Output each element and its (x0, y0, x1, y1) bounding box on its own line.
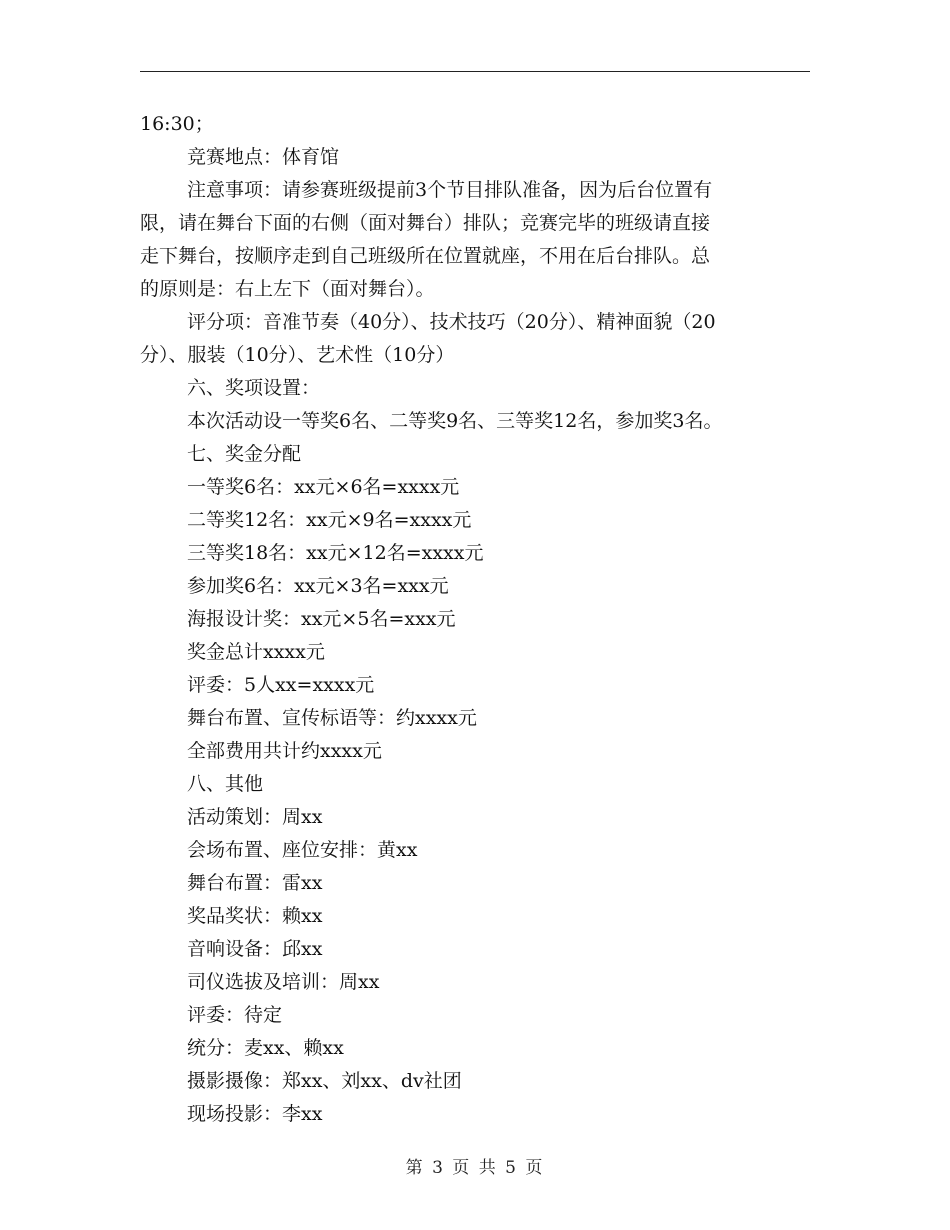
body-line: 全部费用共计约xxxx元 (187, 740, 382, 762)
body-line: 走下舞台，按顺序走到自己班级所在位置就座，不用在后台排队。总 (140, 245, 711, 267)
body-line: 分）、服装（10分）、艺术性（10分） (140, 344, 455, 366)
body-line: 现场投影：李xx (187, 1103, 323, 1125)
body-line: 的原则是：右上左下（面对舞台）。 (140, 278, 435, 300)
body-line: 评分项：音准节奏（40分）、技术技巧（20分）、精神面貌（20 (187, 311, 716, 333)
body-line: 舞台布置、宣传标语等：约xxxx元 (187, 707, 477, 729)
body-line: 音响设备：邱xx (187, 938, 323, 960)
body-line: 奖金总计xxxx元 (187, 641, 325, 663)
section-heading: 六、奖项设置： (187, 377, 321, 399)
body-line: 海报设计奖：xx元×5名=xxx元 (187, 608, 456, 630)
body-line: 摄影摄像：郑xx、刘xx、dv社团 (187, 1070, 462, 1092)
page-number-footer: 第 3 页 共 5 页 (405, 1158, 545, 1178)
body-line: 会场布置、座位安排：黄xx (187, 839, 418, 861)
body-line: 本次活动设一等奖6名、二等奖9名、三等奖12名，参加奖3名。 (187, 410, 723, 432)
body-line: 16:30； (140, 113, 214, 135)
body-line: 司仪选拔及培训：周xx (187, 971, 380, 993)
body-line: 活动策划：周xx (187, 806, 323, 828)
body-line: 评委：待定 (187, 1004, 283, 1026)
body-line: 二等奖12名：xx元×9名=xxxx元 (187, 509, 472, 531)
section-heading: 八、其他 (187, 773, 264, 795)
body-line: 限，请在舞台下面的右侧（面对舞台）排队；竞赛完毕的班级请直接 (140, 212, 711, 234)
body-line: 三等奖18名：xx元×12名=xxxx元 (187, 542, 484, 564)
body-line: 统分：麦xx、赖xx (187, 1037, 344, 1059)
body-line: 奖品奖状：赖xx (187, 905, 323, 927)
body-line: 一等奖6名：xx元×6名=xxxx元 (187, 476, 460, 498)
body-line: 参加奖6名：xx元×3名=xxx元 (187, 575, 449, 597)
body-line: 舞台布置：雷xx (187, 872, 323, 894)
section-heading: 七、奖金分配 (187, 443, 302, 465)
body-line: 评委：5人xx=xxxx元 (187, 674, 375, 696)
header-rule (140, 71, 810, 72)
document-body (140, 108, 812, 1131)
body-line: 注意事项：请参赛班级提前3个节目排队准备，因为后台位置有 (187, 179, 713, 201)
body-line: 竞赛地点：体育馆 (187, 146, 340, 168)
